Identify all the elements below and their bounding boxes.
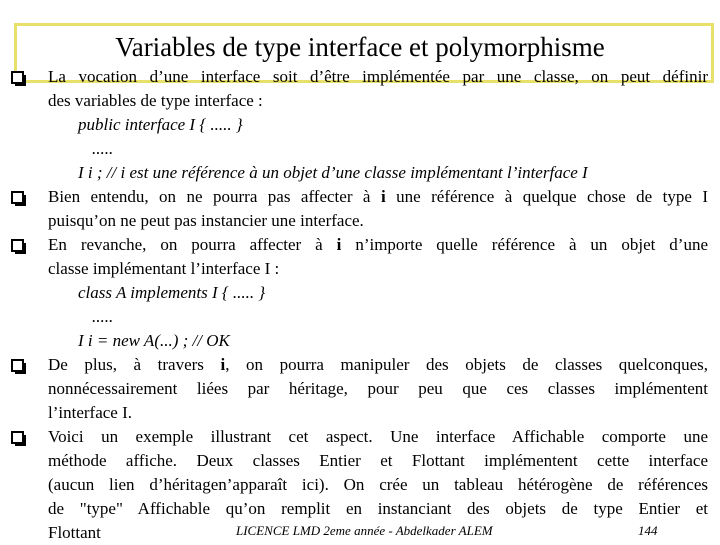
code-line-ellipsis: .....	[92, 139, 114, 158]
hollow-square-bullet-icon	[11, 191, 24, 204]
paragraph-5-line-1: Voici un exemple illustrant cet aspect. Une interface Affichable comporte une	[48, 427, 708, 446]
paragraph-4-line-3: l’interface I.	[48, 403, 132, 422]
hollow-square-bullet-icon	[11, 71, 24, 84]
slide-title: Variables de type interface et polymorphisme	[115, 32, 605, 62]
code-line-reference-declaration: I i ; // i est une référence à un objet d’une classe implémentant l’interface I	[78, 163, 588, 182]
code-line-assignment: I i = new A(...) ; // OK	[78, 331, 230, 350]
paragraph-2-line-2: puisqu’on ne peut pas instancier une interface.	[48, 211, 364, 230]
page-number: 144	[638, 523, 658, 538]
code-line-interface-declaration: public interface I { ..... }	[78, 115, 243, 134]
hollow-square-bullet-icon	[11, 431, 24, 444]
paragraph-4-line-1: De plus, à travers i, on pourra manipuler des objets de classes quelconques,	[48, 355, 708, 374]
paragraph-5-line-5: Flottant	[48, 523, 101, 542]
paragraph-5-line-2: méthode affiche. Deux classes Entier et Flottant implémentent cette interface	[48, 451, 708, 470]
paragraph-5-line-4: de "type" Affichable qu’on remplit en instanciant des objets de type Entier et	[48, 499, 708, 518]
hollow-square-bullet-icon	[11, 359, 24, 372]
code-line-class-declaration: class A implements I { ..... }	[78, 283, 266, 302]
paragraph-1-line-2: des variables de type interface :	[48, 91, 263, 110]
hollow-square-bullet-icon	[11, 239, 24, 252]
paragraph-3-line-2: classe implémentant l’interface I :	[48, 259, 280, 278]
paragraph-4-line-2: nonnécessairement liées par héritage, pour peu que ces classes implémentent	[48, 379, 708, 398]
paragraph-1-line-1: La vocation d’une interface soit d’être implémentée par une classe, on peut définir	[48, 67, 708, 86]
paragraph-2-line-1: Bien entendu, on ne pourra pas affecter à i une référence à quelque chose de type I	[48, 187, 709, 206]
paragraph-3-line-1: En revanche, on pourra affecter à i n’importe quelle référence à un objet d’une	[48, 235, 709, 254]
code-line-ellipsis: .....	[92, 307, 114, 326]
paragraph-5-line-3: (aucun lien d’héritagen’apparaît ici). On crée un tableau hétérogène de références	[48, 475, 708, 494]
footer-course-info: LICENCE LMD 2eme année - Abdelkader ALEM	[236, 523, 493, 538]
